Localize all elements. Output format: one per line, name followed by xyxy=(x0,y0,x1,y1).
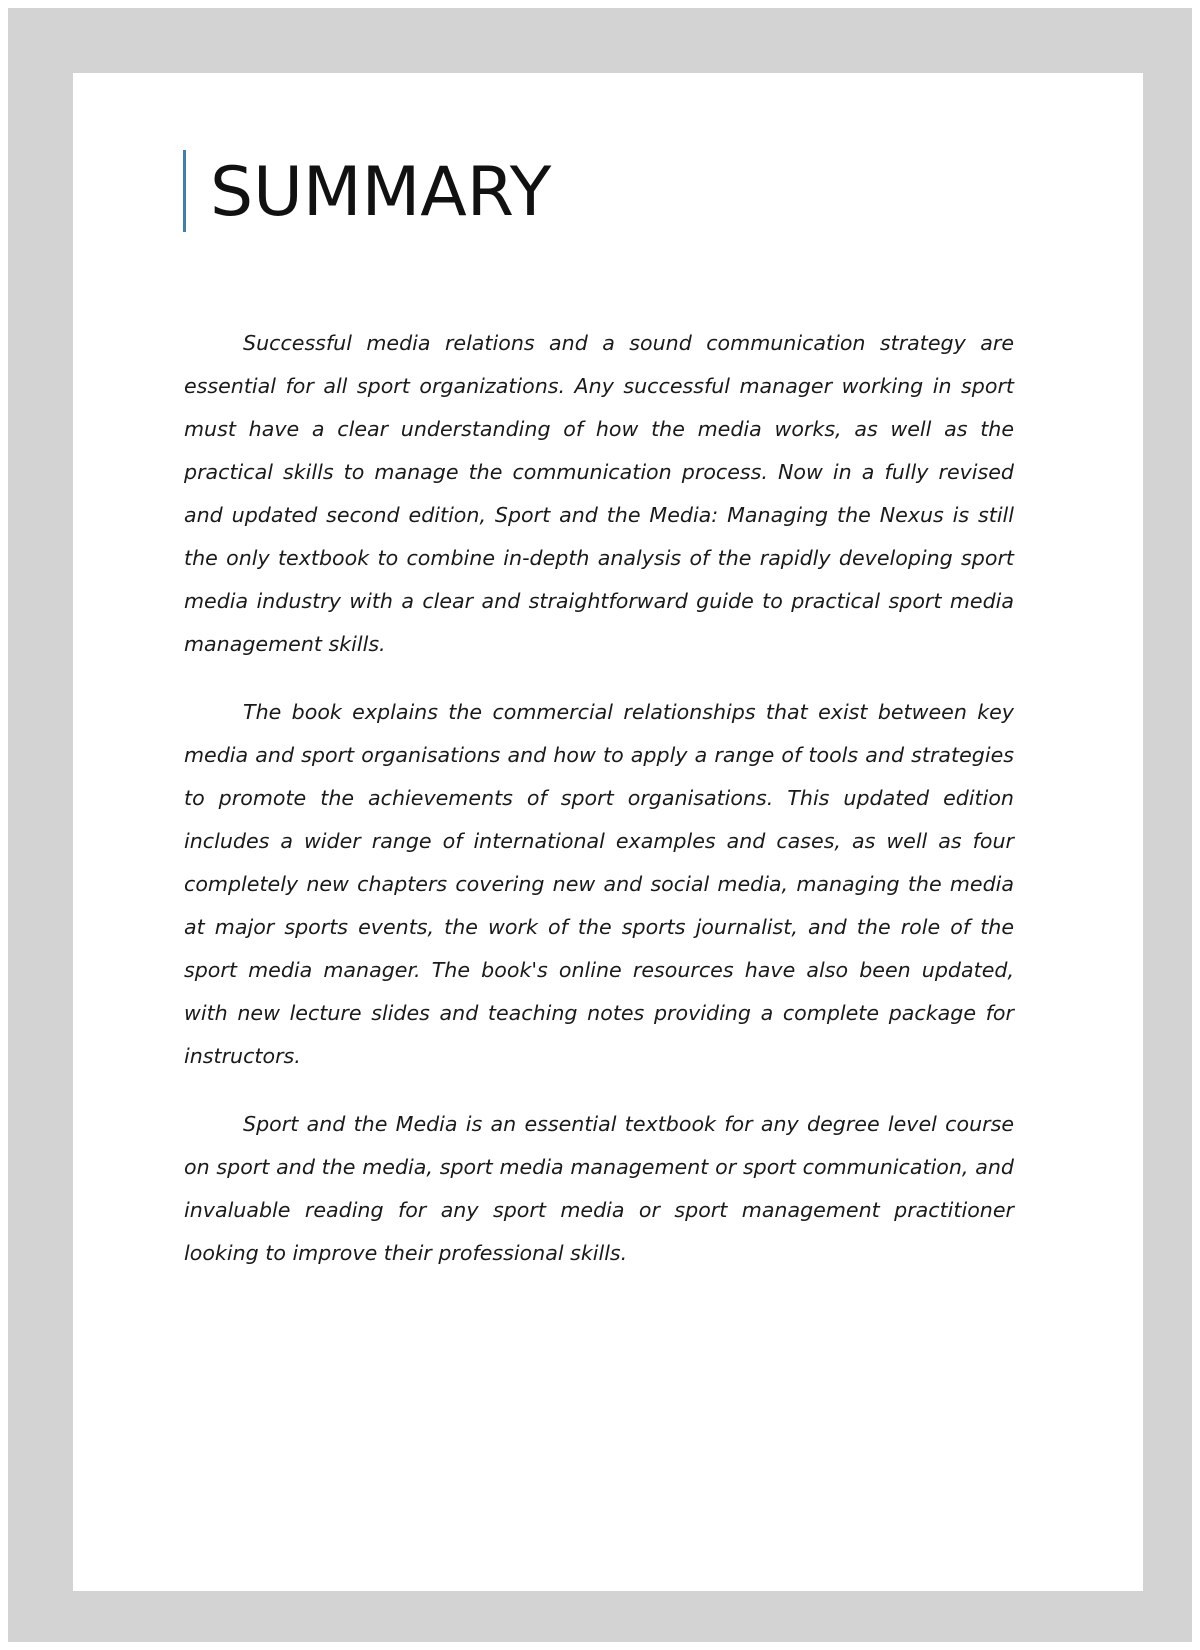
paragraph-1: Successful media relations and a sound communication strategy are essential for all sport organizations. Any successful manager working in sport must have a clear understanding of how the media works, as well as the practical skills to manage the communication process. Now in a fully revised and updated second edition, Sport and the Media: Managing the Nexus is still the only textbook to combine in-depth analysis of the rapidly developing sport media industry with a clear and straightforward guide to practical sport media management skills. xyxy=(184,331,1014,656)
paragraph-2: The book explains the commercial relationships that exist between key media and sport organisations and how to apply a range of tools and strategies to promote the achievements of sport organisations. This updated edition includes a wider range of international examples and cases, as well as four completely new chapters covering new and social media, managing the media at major sports events, the work of the sports journalist, and the role of the sport media manager. The book's online resources have also been updated, with new lecture slides and teaching notes providing a complete package for instructors. xyxy=(184,700,1014,1068)
summary-body xyxy=(184,322,1014,1300)
paragraph-3: Sport and the Media is an essential textbook for any degree level course on sport and the media, sport media management or sport communication, and invaluable reading for any sport media or sport management practitioner looking to improve their professional skills. xyxy=(184,1112,1014,1265)
title-accent-bar xyxy=(183,150,186,232)
page-title: SUMMARY xyxy=(210,153,552,232)
